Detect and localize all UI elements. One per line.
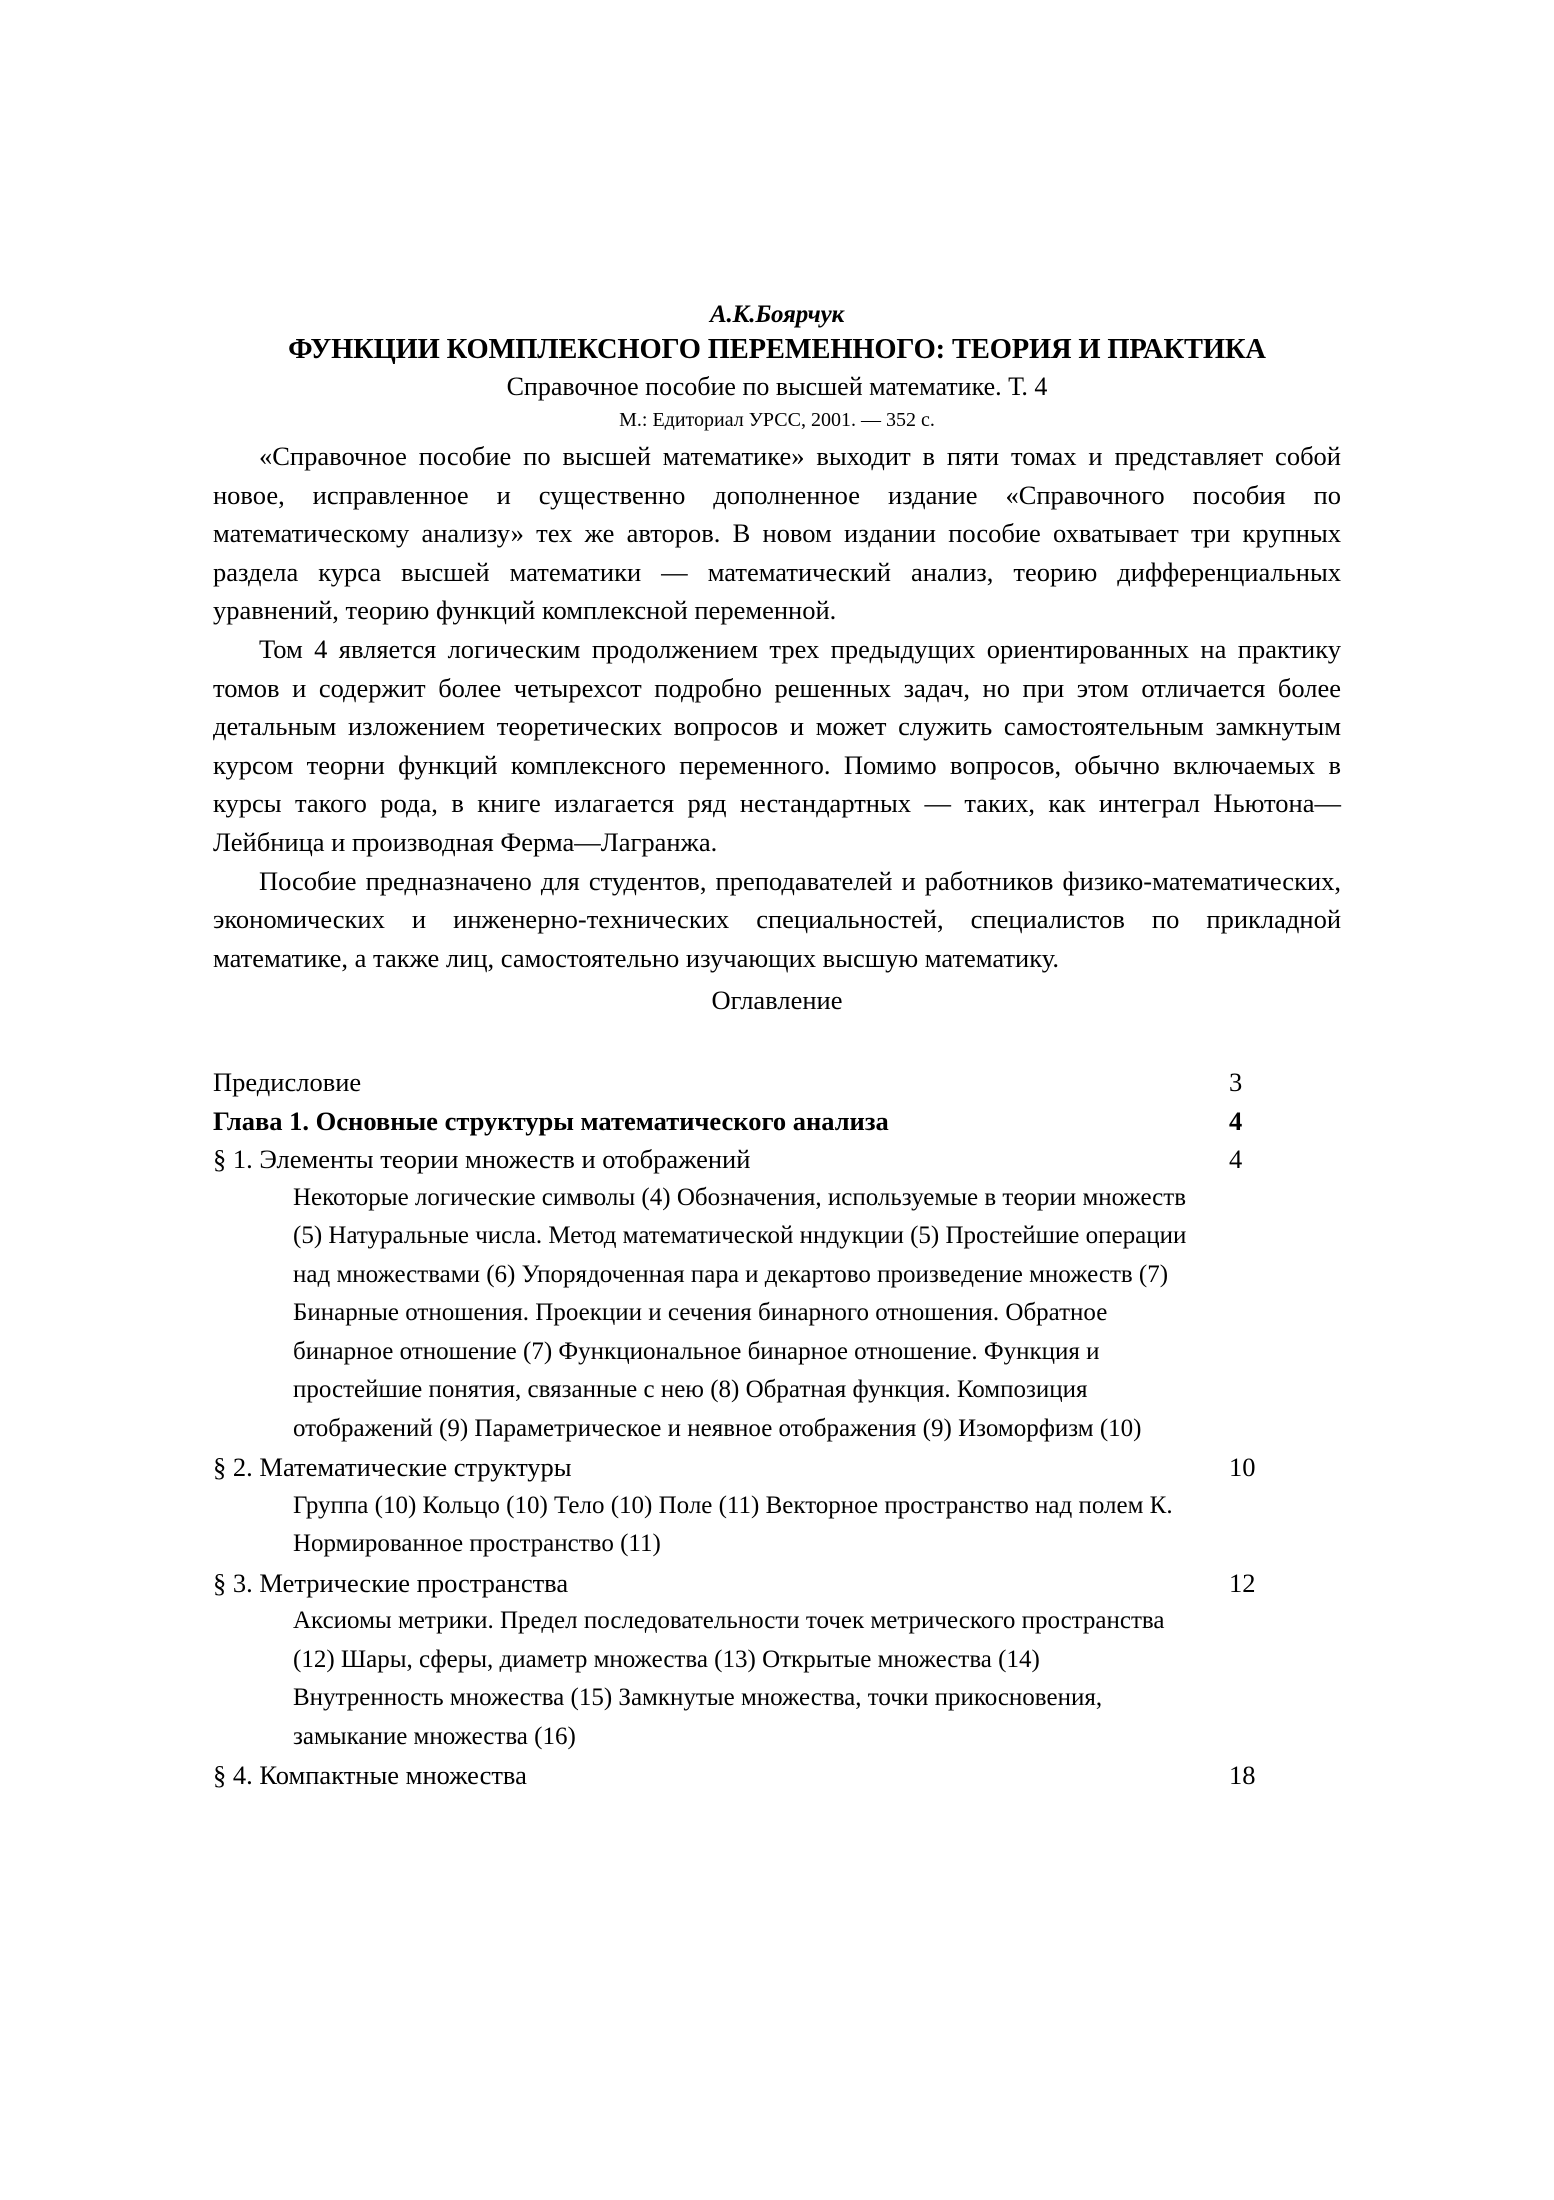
toc-page-number: 3 xyxy=(1229,1067,1243,1098)
toc-entry-label: § 1. Элементы теории множеств и отображений xyxy=(213,1144,751,1175)
toc-heading: Оглавление xyxy=(711,985,843,1016)
book-title: ФУНКЦИИ КОМПЛЕКСНОГО ПЕРЕМЕННОГО: ТЕОРИЯ И ПРАКТИКА xyxy=(288,334,1266,365)
toc-entry-label: Предисловие xyxy=(213,1067,362,1098)
toc-page-number: 4 xyxy=(1229,1144,1243,1175)
table-of-contents xyxy=(213,1063,1341,1795)
toc-subentry-text: Аксиомы метрики. Предел последовательности точек метрического пространства (12) Шары, сферы, диаметр множества (13) Открытые множества (14) Внутренность множества (15) Замкнутые множества, точки прикосновения, замыкание множества (16) xyxy=(293,1607,1165,1750)
toc-entry-label: § 2. Математические структуры xyxy=(213,1452,572,1483)
paragraph: «Справочное пособие по высшей математике» выходит в пяти томах и представляет собой новое, исправленное и существенно дополненное издание «Справочного пособия по математическому анализу» тех же авторов. В новом издании пособие охватывает три крупных раздела курса высшей математики — математический анализ, теорию дифференциальных уравнений, теорию функций комплексной переменной. xyxy=(213,441,1341,626)
toc-entry[interactable] xyxy=(213,1063,1341,1102)
toc-entry[interactable] xyxy=(213,1102,1341,1141)
paragraph: Том 4 является логическим продолжением трех предыдущих ориентированных на практику томов и содержит более четырехсот подробно решенных задач, но при этом отличается более детальным изложением теоретических вопросов и может служить самостоятельным замкнутым курсом теорни функций комплексного переменного. Помимо вопросов, обычно включаемых в курсы такого рода, в книге излагается ряд нестандартных — таких, как интеграл Ньютона—Лейбница и производная Ферма—Лагранжа. xyxy=(213,633,1341,857)
toc-entry-label: § 4. Компактные множества xyxy=(213,1760,527,1791)
imprint-line: М.: Едиториал УРСС, 2001. — 352 с. xyxy=(619,409,935,431)
abstract-body xyxy=(213,437,1341,977)
toc-page-number: 12 xyxy=(1229,1567,1256,1598)
paragraph: Пособие предназначено для студентов, преподавателей и работников физико-математических, экономических и инженерно-технических специальностей, специалистов по прикладной математике, а также лиц, самостоятельно изучающих высшую математику. xyxy=(213,865,1341,973)
toc-page-number: 18 xyxy=(1229,1760,1256,1791)
toc-entry[interactable] xyxy=(213,1448,1341,1487)
toc-entry-label: § 3. Метрические пространства xyxy=(213,1567,569,1598)
book-subtitle: Справочное пособие по высшей математике. Т. 4 xyxy=(506,372,1048,401)
toc-page-number: 10 xyxy=(1229,1452,1256,1483)
toc-page-number: 4 xyxy=(1229,1105,1243,1136)
page-content xyxy=(213,300,1341,1795)
toc-entry-label: Глава 1. Основные структуры математического анализа xyxy=(213,1105,889,1136)
toc-entry[interactable] xyxy=(213,1564,1341,1603)
title-block xyxy=(213,300,1341,433)
toc-entry[interactable] xyxy=(213,1756,1341,1795)
toc-subentry-text: Некоторые логические символы (4) Обозначения, используемые в теории множеств (5) Натуральные числа. Метод математической нндукции (5) Простейшие операции над множествами (6) Упорядоченная пара и декартово произведение множеств (7) Бинарные отношения. Проекции и сечения бинарного отношения. Обратное бинарное отношение (7) Функциональное бинарное отношение. Функция и простейшие понятия, связанные с нею (8) Обратная функция. Композиция отображений (9) Параметрическое и неявное отображения (9) Изоморфизм (10) xyxy=(293,1183,1187,1442)
toc-entry[interactable] xyxy=(213,1140,1341,1179)
author-name: А.К.Боярчук xyxy=(710,301,844,328)
toc-subentry-text: Группа (10) Кольцо (10) Тело (10) Поле (11) Векторное пространство над полем К. Нормированное пространство (11) xyxy=(293,1491,1173,1558)
